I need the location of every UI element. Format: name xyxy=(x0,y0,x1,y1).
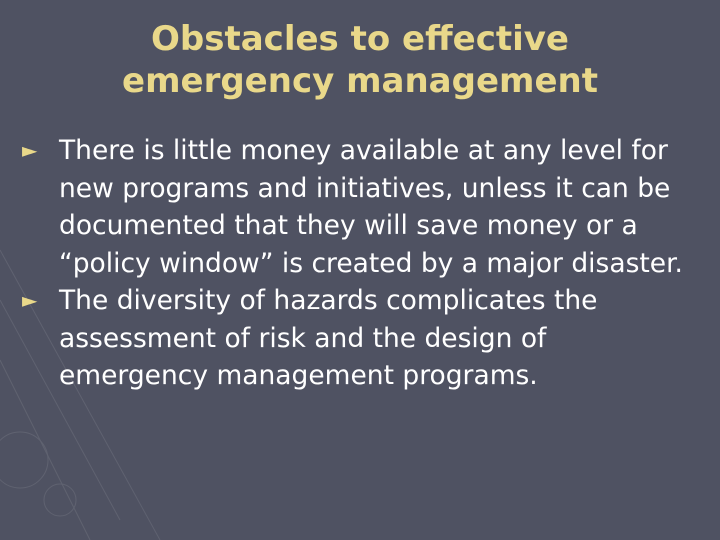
bullet-item-2 xyxy=(22,282,702,395)
bullet-text-1: There is little money available at any level for new programs and initiatives, unless it can be documented that they will save money or a “policy window” is created by a major disaster. xyxy=(59,135,683,279)
slide-title-line-2: emergency management xyxy=(122,61,598,101)
bullet-text-2: The diversity of hazards complicates the assessment of risk and the design of emergency management programs. xyxy=(59,285,598,391)
bullet-item-1 xyxy=(22,132,702,282)
slide-title-line-1: Obstacles to effective xyxy=(150,19,569,59)
bullet-list xyxy=(22,132,702,395)
right-triangle-bullet-icon: ► xyxy=(22,288,38,312)
right-triangle-bullet-icon: ► xyxy=(22,138,38,162)
slide-title xyxy=(0,18,720,102)
